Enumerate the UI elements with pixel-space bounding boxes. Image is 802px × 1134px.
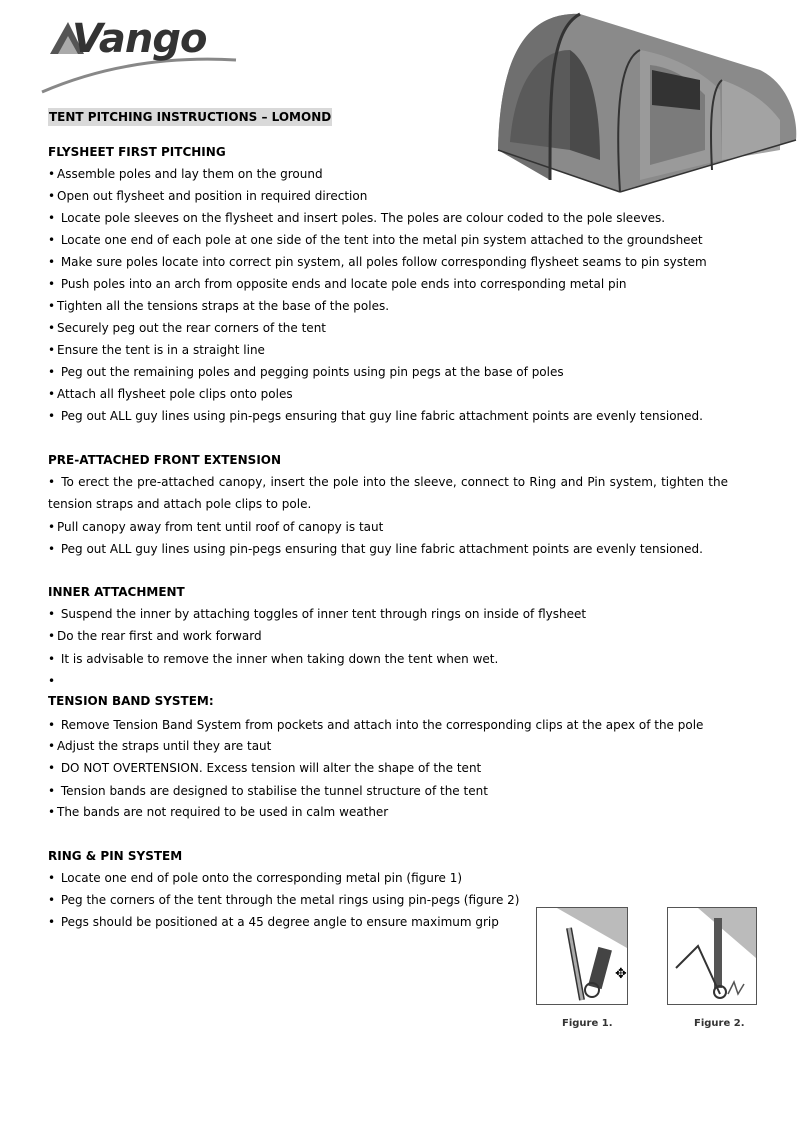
list-item: • Locate pole sleeves on the flysheet and insert poles. The poles are colour coded to the pole sleeves. bbox=[48, 211, 666, 225]
list-item: • Securely peg out the rear corners of the tent bbox=[48, 321, 327, 335]
list-item: • Push poles into an arch from opposite ends and locate pole ends into corresponding metal pin bbox=[48, 277, 627, 291]
svg-text:✥: ✥ bbox=[615, 966, 627, 982]
list-item: • Open out flysheet and position in required direction bbox=[48, 189, 368, 203]
document-title: TENT PITCHING INSTRUCTIONS – LOMOND bbox=[49, 110, 332, 124]
figure-2-caption: Figure 2. bbox=[694, 1018, 745, 1029]
section-heading-flysheet: FLYSHEET FIRST PITCHING bbox=[48, 145, 226, 159]
list-item: • Locate one end of each pole at one side of the tent into the metal pin system attached to the groundsheet bbox=[48, 233, 703, 247]
list-item: • DO NOT OVERTENSION. Excess tension will alter the shape of the tent bbox=[48, 761, 482, 775]
tent-illustration bbox=[490, 10, 800, 195]
list-item: • Pull canopy away from tent until roof of canopy is taut bbox=[48, 520, 384, 534]
list-item: • Make sure poles locate into correct pin system, all poles follow corresponding flysheet seams to pin system bbox=[48, 255, 707, 269]
figure-1-caption: Figure 1. bbox=[562, 1018, 613, 1029]
list-item: • Adjust the straps until they are taut bbox=[48, 739, 272, 753]
list-item: • Peg out the remaining poles and pegging points using pin pegs at the base of poles bbox=[48, 365, 564, 379]
list-item: • Attach all flysheet pole clips onto poles bbox=[48, 387, 293, 401]
list-item: • Assemble poles and lay them on the ground bbox=[48, 167, 323, 181]
vango-logo bbox=[40, 14, 240, 98]
list-item: • Peg out ALL guy lines using pin-pegs ensuring that guy line fabric attachment points are evenly tensioned. bbox=[48, 542, 703, 556]
list-item: • Pegs should be positioned at a 45 degree angle to ensure maximum grip bbox=[48, 915, 499, 929]
section-heading-ring-pin: RING & PIN SYSTEM bbox=[48, 849, 183, 863]
list-item: • Tighten all the tensions straps at the base of the poles. bbox=[48, 299, 390, 313]
section-heading-inner-attachment: INNER ATTACHMENT bbox=[48, 585, 185, 599]
figure-1-image bbox=[536, 907, 628, 1005]
section-heading-front-extension: PRE-ATTACHED FRONT EXTENSION bbox=[48, 453, 282, 467]
list-item: • Ensure the tent is in a straight line bbox=[48, 343, 265, 357]
list-item: • Suspend the inner by attaching toggles of inner tent through rings on inside of flysheet bbox=[48, 607, 587, 621]
figure-2-image bbox=[667, 907, 757, 1005]
list-item: • It is advisable to remove the inner when taking down the tent when wet. bbox=[48, 652, 499, 666]
list-item: • Peg the corners of the tent through the metal rings using pin-pegs (figure 2) bbox=[48, 893, 520, 907]
list-item: • Remove Tension Band System from pockets and attach into the corresponding clips at the apex of the pole bbox=[48, 718, 704, 732]
list-item: • bbox=[48, 674, 56, 688]
list-item: • Tension bands are designed to stabilise the tunnel structure of the tent bbox=[48, 784, 488, 798]
brand-name: Vango bbox=[72, 16, 207, 62]
list-item: • Locate one end of pole onto the corresponding metal pin (figure 1) bbox=[48, 871, 463, 885]
section-heading-tension-band: TENSION BAND SYSTEM: bbox=[48, 694, 214, 708]
list-item: • To erect the pre-attached canopy, insert the pole into the sleeve, connect to Ring and Pin system, tighten the tension straps and attach pole clips to pole. bbox=[48, 475, 728, 511]
list-item: • The bands are not required to be used in calm weather bbox=[48, 805, 389, 819]
list-item: • Do the rear first and work forward bbox=[48, 629, 262, 643]
list-item: • Peg out ALL guy lines using pin-pegs ensuring that guy line fabric attachment points are evenly tensioned. bbox=[48, 409, 703, 423]
